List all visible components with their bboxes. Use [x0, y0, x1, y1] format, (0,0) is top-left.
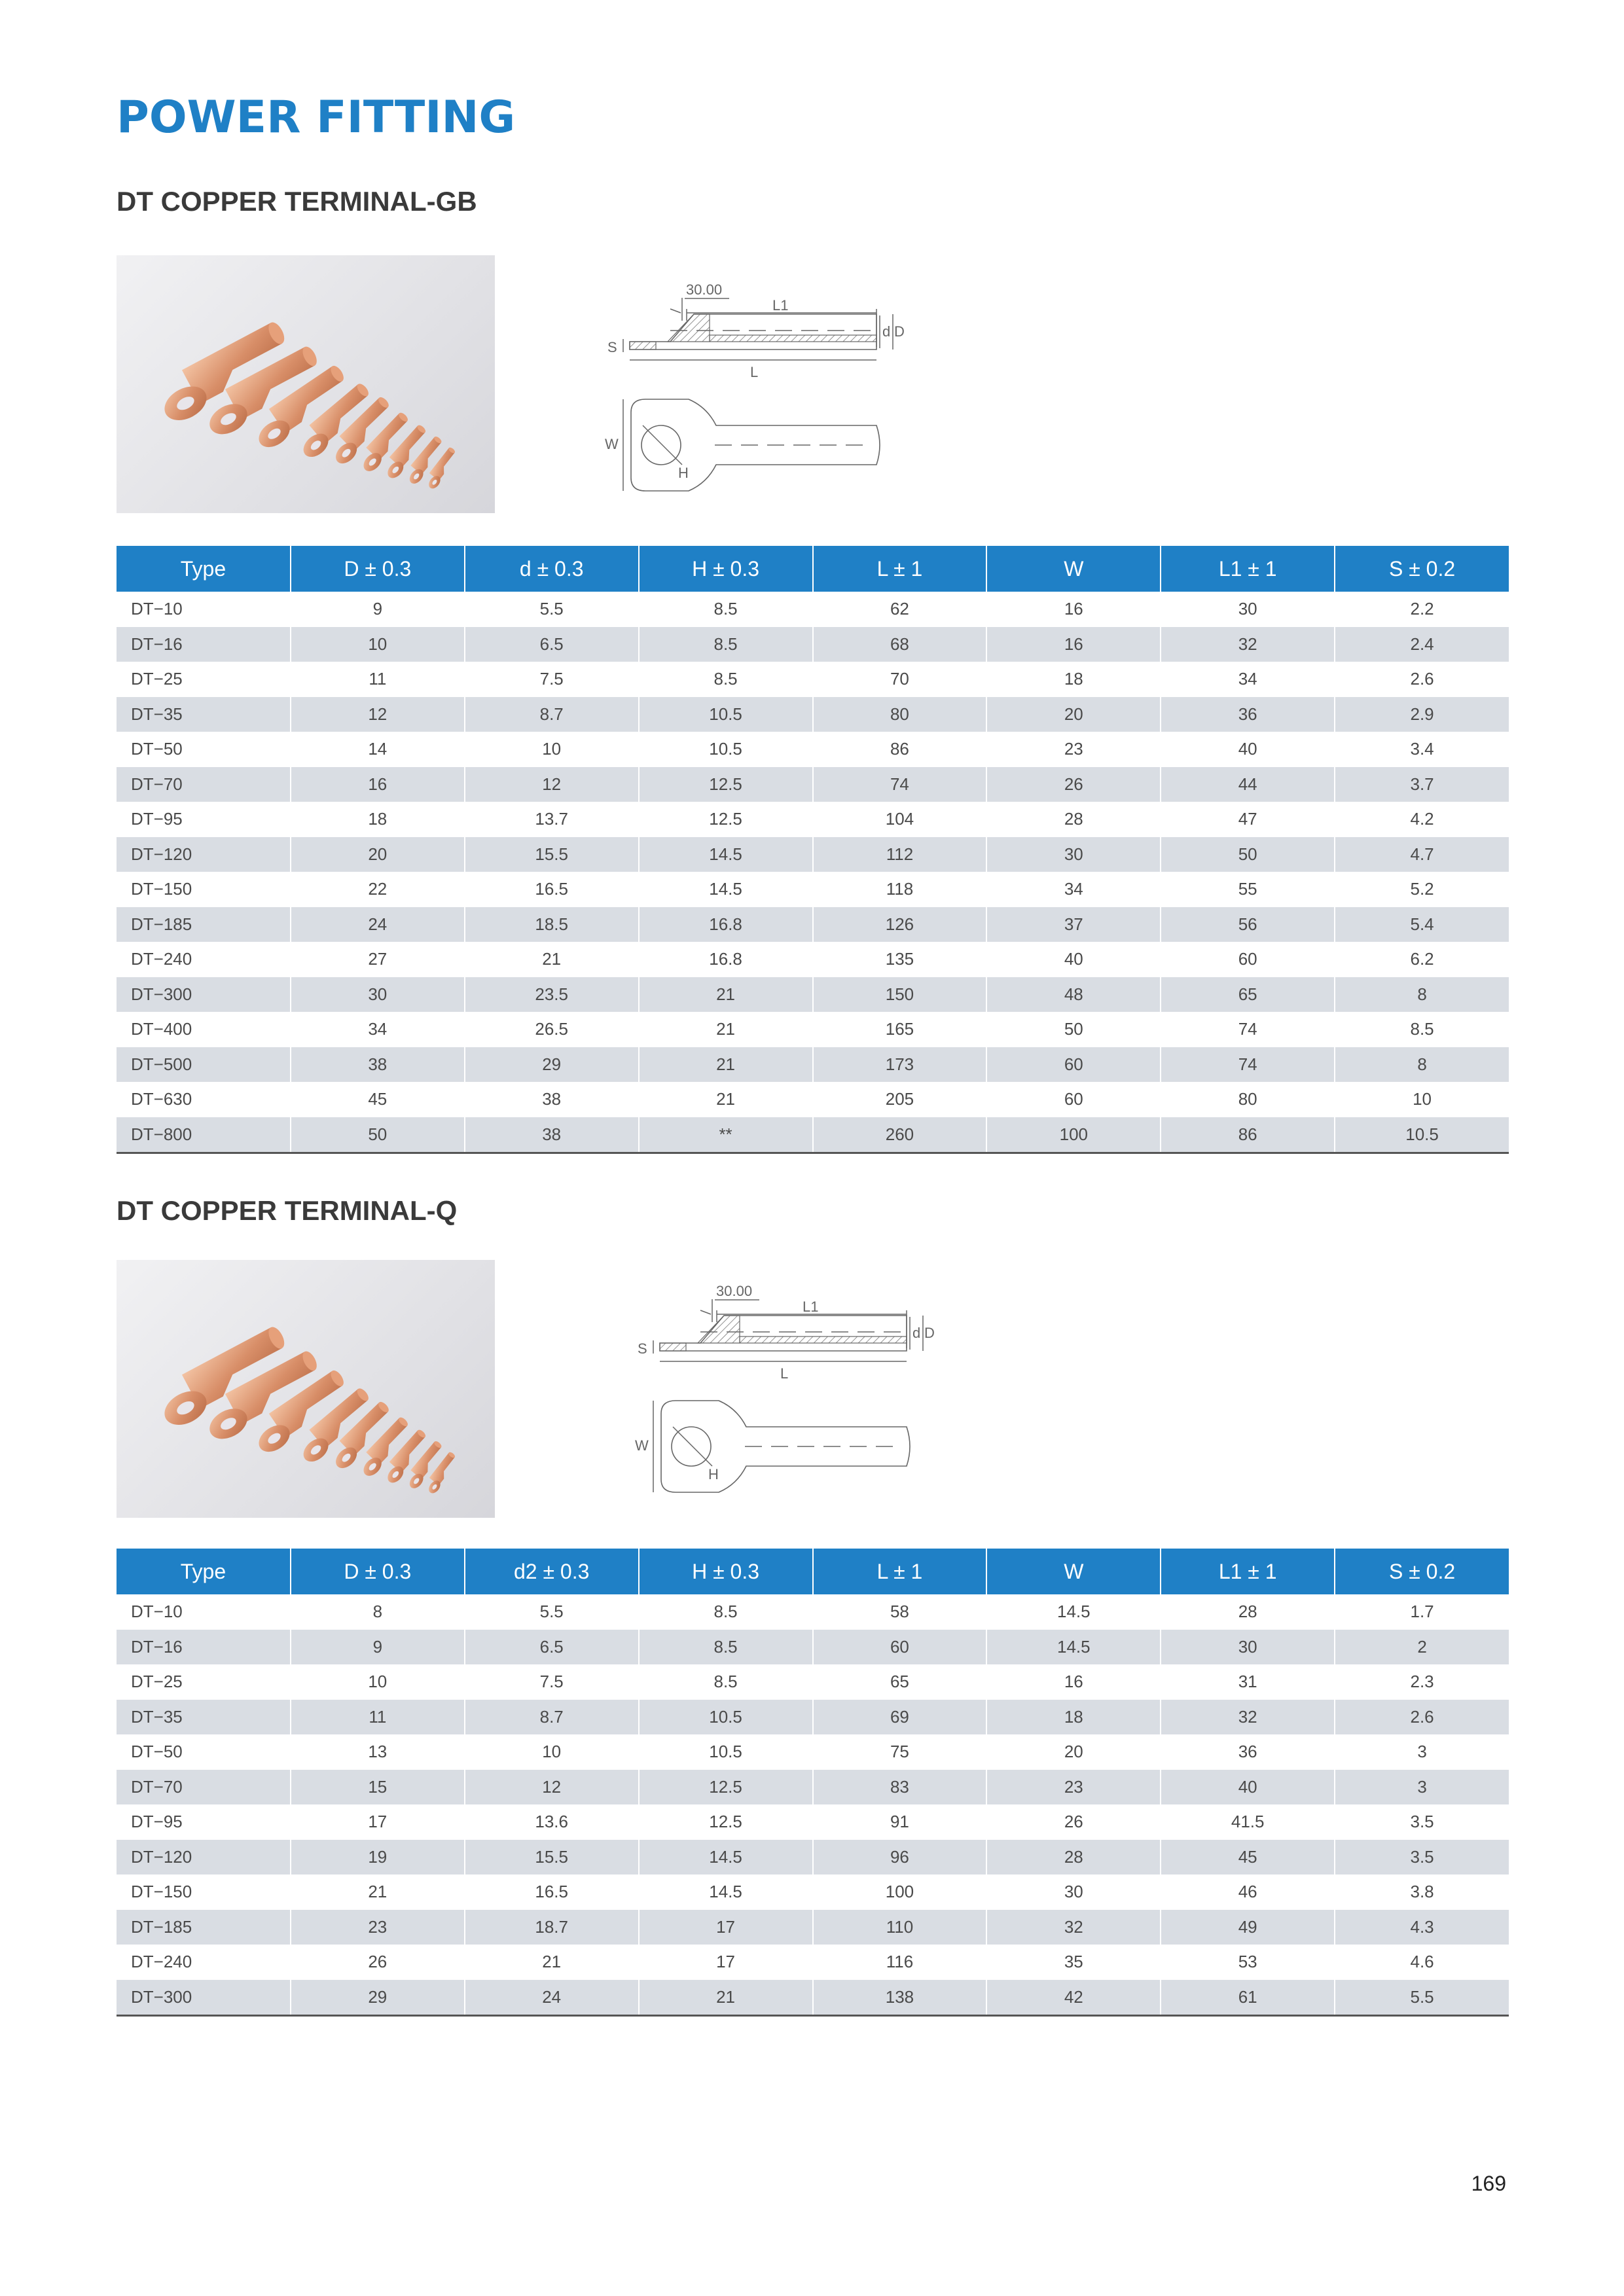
type-cell: DT−70 — [117, 767, 291, 802]
value-cell: 74 — [1161, 1012, 1335, 1047]
value-cell: 16 — [986, 592, 1161, 627]
value-cell: 21 — [639, 1980, 813, 2016]
section-title-q: DT COPPER TERMINAL-Q — [117, 1195, 458, 1226]
value-cell: 26 — [291, 1945, 465, 1980]
value-cell: 28 — [986, 802, 1161, 837]
type-cell: DT−70 — [117, 1770, 291, 1805]
value-cell: 10.5 — [639, 1734, 813, 1770]
value-cell: 8 — [291, 1594, 465, 1630]
type-cell: DT−300 — [117, 977, 291, 1013]
value-cell: 118 — [813, 872, 987, 907]
value-cell: 50 — [291, 1117, 465, 1153]
spec-table-gb — [117, 546, 1509, 1154]
value-cell: 38 — [465, 1117, 639, 1153]
value-cell: 49 — [1161, 1910, 1335, 1945]
table-row — [117, 1874, 1509, 1910]
value-cell: 12.5 — [639, 767, 813, 802]
table-row — [117, 592, 1509, 627]
value-cell: 60 — [813, 1630, 987, 1665]
value-cell: 3.4 — [1335, 732, 1509, 767]
spec-table-q — [117, 1549, 1509, 2017]
value-cell: 30 — [1161, 592, 1335, 627]
table-body-q — [117, 1594, 1509, 2016]
value-cell: 13.6 — [465, 1804, 639, 1840]
table-row — [117, 1910, 1509, 1945]
value-cell: 24 — [291, 907, 465, 942]
technical-drawing-q — [635, 1270, 1028, 1545]
col-header: H ± 0.3 — [639, 1549, 813, 1594]
table-row — [117, 767, 1509, 802]
value-cell: 36 — [1161, 697, 1335, 732]
value-cell: 10 — [1335, 1082, 1509, 1117]
type-cell: DT−35 — [117, 697, 291, 732]
value-cell: 23.5 — [465, 977, 639, 1013]
value-cell: 3.8 — [1335, 1874, 1509, 1910]
table-row — [117, 977, 1509, 1013]
value-cell: 205 — [813, 1082, 987, 1117]
value-cell: 26.5 — [465, 1012, 639, 1047]
value-cell: 110 — [813, 1910, 987, 1945]
col-header: d ± 0.3 — [465, 546, 639, 592]
value-cell: 30 — [1161, 1630, 1335, 1665]
value-cell: 112 — [813, 837, 987, 872]
value-cell: 16.8 — [639, 942, 813, 977]
value-cell: 4.3 — [1335, 1910, 1509, 1945]
value-cell: 5.5 — [465, 592, 639, 627]
value-cell: 14.5 — [986, 1594, 1161, 1630]
value-cell: 14.5 — [639, 1874, 813, 1910]
value-cell: 21 — [639, 1047, 813, 1083]
value-cell: 21 — [639, 1082, 813, 1117]
value-cell: 3.5 — [1335, 1840, 1509, 1875]
value-cell: 5.2 — [1335, 872, 1509, 907]
value-cell: 150 — [813, 977, 987, 1013]
type-cell: DT−185 — [117, 907, 291, 942]
col-header: W — [986, 546, 1161, 592]
value-cell: 2.6 — [1335, 662, 1509, 697]
col-header: L ± 1 — [813, 1549, 987, 1594]
value-cell: 7.5 — [465, 662, 639, 697]
table-row — [117, 1804, 1509, 1840]
table-row — [117, 1700, 1509, 1735]
value-cell: 2.2 — [1335, 592, 1509, 627]
value-cell: 12.5 — [639, 1804, 813, 1840]
value-cell: 8.5 — [639, 1664, 813, 1700]
value-cell: 8 — [1335, 1047, 1509, 1083]
value-cell: 10.5 — [1335, 1117, 1509, 1153]
col-header: S ± 0.2 — [1335, 1549, 1509, 1594]
value-cell: 12.5 — [639, 1770, 813, 1805]
value-cell: 40 — [1161, 1770, 1335, 1805]
value-cell: 4.7 — [1335, 837, 1509, 872]
value-cell: 7.5 — [465, 1664, 639, 1700]
value-cell: 23 — [291, 1910, 465, 1945]
type-cell: DT−500 — [117, 1047, 291, 1083]
value-cell: 3.7 — [1335, 767, 1509, 802]
value-cell: 17 — [639, 1910, 813, 1945]
col-header: d2 ± 0.3 — [465, 1549, 639, 1594]
value-cell: 6.5 — [465, 627, 639, 662]
col-header: S ± 0.2 — [1335, 546, 1509, 592]
value-cell: 21 — [291, 1874, 465, 1910]
value-cell: 100 — [986, 1117, 1161, 1153]
value-cell: 26 — [986, 767, 1161, 802]
type-cell: DT−50 — [131, 1742, 183, 1762]
value-cell: 8.5 — [639, 1630, 813, 1665]
value-cell: 2.4 — [1335, 627, 1509, 662]
value-cell: 29 — [465, 1047, 639, 1083]
value-cell: 3 — [1335, 1734, 1509, 1770]
col-header: D ± 0.3 — [291, 1549, 465, 1594]
value-cell: 14.5 — [986, 1630, 1161, 1665]
type-cell: DT−150 — [131, 879, 192, 899]
value-cell: 17 — [291, 1804, 465, 1840]
value-cell: 12 — [465, 1770, 639, 1805]
value-cell: 18 — [986, 1700, 1161, 1735]
table-row — [117, 802, 1509, 837]
table-row — [117, 1082, 1509, 1117]
value-cell: 34 — [291, 1012, 465, 1047]
value-cell: 12 — [465, 767, 639, 802]
table-row — [117, 872, 1509, 907]
type-cell: DT−400 — [131, 1019, 192, 1039]
value-cell: 3.5 — [1335, 1804, 1509, 1840]
value-cell: 44 — [1161, 767, 1335, 802]
value-cell: 8.7 — [465, 697, 639, 732]
value-cell: 61 — [1161, 1980, 1335, 2016]
value-cell: 60 — [1161, 942, 1335, 977]
value-cell: 42 — [986, 1980, 1161, 2016]
value-cell: 45 — [1161, 1840, 1335, 1875]
value-cell: 116 — [813, 1945, 987, 1980]
value-cell: 10.5 — [639, 732, 813, 767]
value-cell: 37 — [986, 907, 1161, 942]
value-cell: 38 — [291, 1047, 465, 1083]
value-cell: 12 — [291, 697, 465, 732]
value-cell: 26 — [986, 1804, 1161, 1840]
value-cell: 135 — [813, 942, 987, 977]
technical-drawing-gb — [605, 268, 998, 543]
value-cell: ** — [639, 1117, 813, 1153]
value-cell: 18.7 — [465, 1910, 639, 1945]
col-header: L1 ± 1 — [1161, 546, 1335, 592]
value-cell: 55 — [1161, 872, 1335, 907]
value-cell: 15 — [291, 1770, 465, 1805]
value-cell: 1.7 — [1335, 1594, 1509, 1630]
value-cell: 5.5 — [465, 1594, 639, 1630]
value-cell: 32 — [1161, 627, 1335, 662]
table-row — [117, 942, 1509, 977]
value-cell: 16.5 — [465, 1874, 639, 1910]
value-cell: 56 — [1161, 907, 1335, 942]
value-cell: 17 — [639, 1945, 813, 1980]
value-cell: 40 — [1161, 732, 1335, 767]
table-row — [117, 907, 1509, 942]
value-cell: 2.6 — [1335, 1700, 1509, 1735]
value-cell: 18 — [986, 662, 1161, 697]
value-cell: 69 — [813, 1700, 987, 1735]
value-cell: 8.5 — [639, 627, 813, 662]
type-cell: DT−16 — [117, 1630, 291, 1665]
value-cell: 30 — [291, 977, 465, 1013]
value-cell: 14.5 — [639, 872, 813, 907]
value-cell: 35 — [986, 1945, 1161, 1980]
value-cell: 32 — [1161, 1700, 1335, 1735]
value-cell: 23 — [986, 1770, 1161, 1805]
value-cell: 3 — [1335, 1770, 1509, 1805]
value-cell: 60 — [986, 1082, 1161, 1117]
type-cell: DT−630 — [131, 1089, 192, 1109]
page-title: POWER FITTING — [117, 92, 516, 143]
product-photo-q — [117, 1260, 495, 1518]
type-cell: DT−240 — [131, 949, 192, 969]
col-header: Type — [117, 546, 291, 592]
value-cell: 21 — [465, 942, 639, 977]
value-cell: 11 — [291, 662, 465, 697]
value-cell: 8.5 — [1335, 1012, 1509, 1047]
value-cell: 260 — [813, 1117, 987, 1153]
value-cell: 53 — [1161, 1945, 1335, 1980]
value-cell: 14.5 — [639, 837, 813, 872]
value-cell: 8.5 — [639, 592, 813, 627]
page-number: 169 — [1471, 2172, 1506, 2195]
value-cell: 8.5 — [639, 1594, 813, 1630]
value-cell: 10 — [465, 1734, 639, 1770]
value-cell: 36 — [1161, 1734, 1335, 1770]
type-cell: DT−300 — [117, 1980, 291, 2016]
value-cell: 65 — [1161, 977, 1335, 1013]
value-cell: 9 — [291, 592, 465, 627]
table-row — [117, 1840, 1509, 1875]
table-row — [117, 1945, 1509, 1980]
value-cell: 60 — [986, 1047, 1161, 1083]
value-cell: 10 — [291, 627, 465, 662]
value-cell: 75 — [813, 1734, 987, 1770]
product-photo-gb — [117, 255, 495, 513]
type-cell: DT−240 — [131, 1952, 192, 1972]
value-cell: 13.7 — [465, 802, 639, 837]
table-row — [117, 1980, 1509, 2016]
value-cell: 11 — [291, 1700, 465, 1735]
type-cell: DT−120 — [117, 1840, 291, 1875]
value-cell: 21 — [639, 1012, 813, 1047]
table-row — [117, 1047, 1509, 1083]
type-cell: DT−120 — [117, 837, 291, 872]
type-cell: DT−25 — [131, 1672, 183, 1692]
table-row — [117, 1012, 1509, 1047]
value-cell: 10 — [291, 1664, 465, 1700]
value-cell: 40 — [986, 942, 1161, 977]
table-row — [117, 1664, 1509, 1700]
col-header: H ± 0.3 — [639, 546, 813, 592]
value-cell: 8 — [1335, 977, 1509, 1013]
value-cell: 138 — [813, 1980, 987, 2016]
value-cell: 86 — [1161, 1117, 1335, 1153]
value-cell: 83 — [813, 1770, 987, 1805]
table-header-row — [117, 1549, 1509, 1594]
value-cell: 74 — [813, 767, 987, 802]
section-title-gb: DT COPPER TERMINAL-GB — [117, 186, 477, 217]
col-header: W — [986, 1549, 1161, 1594]
value-cell: 15.5 — [465, 1840, 639, 1875]
value-cell: 50 — [1161, 837, 1335, 872]
table-row — [117, 627, 1509, 662]
value-cell: 47 — [1161, 802, 1335, 837]
type-cell: DT−800 — [117, 1117, 291, 1153]
value-cell: 45 — [291, 1082, 465, 1117]
type-cell: DT−150 — [131, 1882, 192, 1902]
table-row — [117, 1630, 1509, 1665]
value-cell: 21 — [639, 977, 813, 1013]
value-cell: 16.8 — [639, 907, 813, 942]
value-cell: 34 — [986, 872, 1161, 907]
value-cell: 31 — [1161, 1664, 1335, 1700]
value-cell: 2.9 — [1335, 697, 1509, 732]
value-cell: 20 — [986, 1734, 1161, 1770]
value-cell: 18 — [291, 802, 465, 837]
value-cell: 4.2 — [1335, 802, 1509, 837]
table-row — [117, 1594, 1509, 1630]
value-cell: 15.5 — [465, 837, 639, 872]
value-cell: 6.5 — [465, 1630, 639, 1665]
value-cell: 27 — [291, 942, 465, 977]
value-cell: 14 — [291, 732, 465, 767]
value-cell: 104 — [813, 802, 987, 837]
value-cell: 46 — [1161, 1874, 1335, 1910]
value-cell: 13 — [291, 1734, 465, 1770]
table-row — [117, 1117, 1509, 1153]
value-cell: 8.7 — [465, 1700, 639, 1735]
value-cell: 12.5 — [639, 802, 813, 837]
value-cell: 126 — [813, 907, 987, 942]
col-header: Type — [117, 1549, 291, 1594]
value-cell: 10.5 — [639, 697, 813, 732]
value-cell: 16.5 — [465, 872, 639, 907]
value-cell: 2.3 — [1335, 1664, 1509, 1700]
value-cell: 16 — [986, 1664, 1161, 1700]
table-row — [117, 662, 1509, 697]
type-cell: DT−95 — [131, 809, 183, 829]
value-cell: 10.5 — [639, 1700, 813, 1735]
col-header: L1 ± 1 — [1161, 1549, 1335, 1594]
value-cell: 80 — [813, 697, 987, 732]
value-cell: 29 — [291, 1980, 465, 2016]
value-cell: 165 — [813, 1012, 987, 1047]
type-cell: DT−185 — [117, 1910, 291, 1945]
type-cell: DT−50 — [131, 739, 183, 759]
value-cell: 20 — [986, 697, 1161, 732]
type-cell: DT−95 — [131, 1812, 183, 1832]
value-cell: 19 — [291, 1840, 465, 1875]
table-row — [117, 697, 1509, 732]
table-row — [117, 837, 1509, 872]
value-cell: 5.5 — [1335, 1980, 1509, 2016]
value-cell: 70 — [813, 662, 987, 697]
value-cell: 28 — [1161, 1594, 1335, 1630]
value-cell: 65 — [813, 1664, 987, 1700]
value-cell: 22 — [291, 872, 465, 907]
value-cell: 58 — [813, 1594, 987, 1630]
value-cell: 41.5 — [1161, 1804, 1335, 1840]
value-cell: 18.5 — [465, 907, 639, 942]
value-cell: 10 — [465, 732, 639, 767]
value-cell: 30 — [986, 837, 1161, 872]
table-row — [117, 1734, 1509, 1770]
value-cell: 14.5 — [639, 1840, 813, 1875]
value-cell: 100 — [813, 1874, 987, 1910]
value-cell: 4.6 — [1335, 1945, 1509, 1980]
type-cell: DT−25 — [131, 669, 183, 689]
value-cell: 38 — [465, 1082, 639, 1117]
value-cell: 24 — [465, 1980, 639, 2016]
value-cell: 32 — [986, 1910, 1161, 1945]
value-cell: 16 — [291, 767, 465, 802]
type-cell: DT−10 — [131, 599, 183, 619]
value-cell: 6.2 — [1335, 942, 1509, 977]
table-row — [117, 732, 1509, 767]
value-cell: 16 — [986, 627, 1161, 662]
value-cell: 2 — [1335, 1630, 1509, 1665]
value-cell: 30 — [986, 1874, 1161, 1910]
table-row — [117, 1770, 1509, 1805]
value-cell: 5.4 — [1335, 907, 1509, 942]
table-body-gb — [117, 592, 1509, 1153]
value-cell: 91 — [813, 1804, 987, 1840]
col-header: D ± 0.3 — [291, 546, 465, 592]
value-cell: 86 — [813, 732, 987, 767]
type-cell: DT−16 — [117, 627, 291, 662]
value-cell: 96 — [813, 1840, 987, 1875]
value-cell: 8.5 — [639, 662, 813, 697]
col-header: L ± 1 — [813, 546, 987, 592]
table-header-row — [117, 546, 1509, 592]
type-cell: DT−10 — [131, 1602, 183, 1622]
value-cell: 20 — [291, 837, 465, 872]
value-cell: 50 — [986, 1012, 1161, 1047]
value-cell: 9 — [291, 1630, 465, 1665]
value-cell: 68 — [813, 627, 987, 662]
value-cell: 23 — [986, 732, 1161, 767]
value-cell: 34 — [1161, 662, 1335, 697]
value-cell: 173 — [813, 1047, 987, 1083]
type-cell: DT−35 — [117, 1700, 291, 1735]
value-cell: 48 — [986, 977, 1161, 1013]
value-cell: 21 — [465, 1945, 639, 1980]
value-cell: 62 — [813, 592, 987, 627]
value-cell: 80 — [1161, 1082, 1335, 1117]
value-cell: 74 — [1161, 1047, 1335, 1083]
value-cell: 28 — [986, 1840, 1161, 1875]
